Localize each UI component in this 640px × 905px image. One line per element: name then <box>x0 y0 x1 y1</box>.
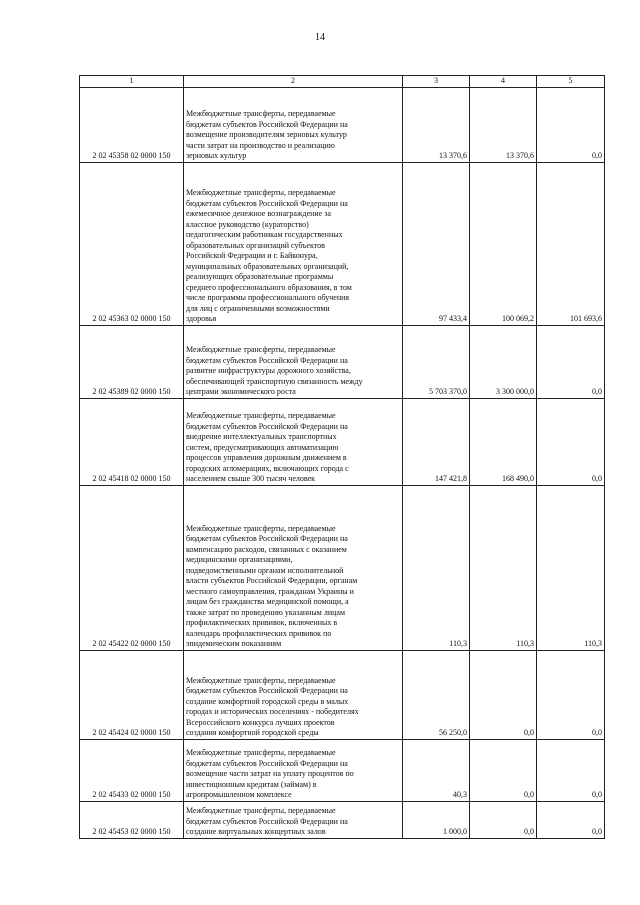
description-line: среднего профессионального образования, в том <box>186 282 352 292</box>
description-line: бюджетам субъектов Российской Федерации на <box>186 816 348 826</box>
table-row <box>80 739 605 801</box>
description-line: бюджетам субъектов Российской Федерации на <box>186 198 348 208</box>
amount-col-3: 5 703 370,0 <box>403 325 470 398</box>
budget-code: 2 02 45363 02 0000 150 <box>80 162 184 325</box>
description-line: профилактических прививок, включенных в <box>186 618 338 627</box>
description-line: бюджетам субъектов Российской Федерации на <box>186 534 348 543</box>
amount-col-3: 1 000,0 <box>403 801 470 838</box>
description-line: центрами экономического роста <box>186 387 296 396</box>
description-line: ежемесячное денежное вознаграждение за <box>186 209 331 218</box>
description-line: Российской Федерации и г. Байконура, <box>186 251 318 260</box>
amount-col-4: 100 069,2 <box>470 162 537 325</box>
description-cell <box>184 398 403 485</box>
description-line: медицинскими организациями, <box>186 555 293 564</box>
description-line: Межбюджетные трансферты, передаваемые <box>186 748 336 757</box>
amount-col-5: 101 693,6 <box>537 162 605 325</box>
budget-code: 2 02 45418 02 0000 150 <box>80 398 184 485</box>
table-body <box>80 87 605 838</box>
description-line: бюджетам субъектов Российской Федерации на <box>186 686 348 695</box>
amount-col-3: 110,3 <box>403 485 470 650</box>
description-cell <box>184 325 403 398</box>
description-line: Межбюджетные трансферты, передаваемые <box>186 109 336 118</box>
description-line: части затрат на производство и реализацию <box>186 140 335 150</box>
description-line: Межбюджетные трансферты, передаваемые <box>186 411 336 420</box>
table-row <box>80 801 605 838</box>
amount-col-3: 40,3 <box>403 739 470 801</box>
description-line: бюджетам субъектов Российской Федерации на <box>186 421 348 431</box>
description-line: Межбюджетные трансферты, передаваемые <box>186 345 336 354</box>
amount-col-4: 168 490,0 <box>470 398 537 485</box>
amount-col-3: 56 250,0 <box>403 650 470 739</box>
description-cell <box>184 650 403 739</box>
table-row <box>80 398 605 485</box>
budget-code: 2 02 45424 02 0000 150 <box>80 650 184 739</box>
amount-col-4: 0,0 <box>470 801 537 838</box>
description-line: эпидемическим показаниям <box>186 639 282 648</box>
description-line: населением свыше 300 тысяч человек <box>186 474 316 483</box>
budget-code: 2 02 45389 02 0000 150 <box>80 325 184 398</box>
description-cell <box>184 485 403 650</box>
description-line: Межбюджетные трансферты, передаваемые <box>186 523 336 533</box>
description-cell <box>184 739 403 801</box>
description-line: классное руководство (кураторство) <box>186 219 309 229</box>
amount-col-3: 147 421,8 <box>403 398 470 485</box>
description-line: лицам без гражданства медицинской помощи, а <box>186 597 349 606</box>
amount-col-5: 0,0 <box>537 739 605 801</box>
description-line: Всероссийского конкурса лучших проектов <box>186 717 335 727</box>
description-line: педагогическим работникам государственных <box>186 230 343 239</box>
budget-code: 2 02 45453 02 0000 150 <box>80 801 184 838</box>
description-line: Межбюджетные трансферты, передаваемые <box>186 806 336 815</box>
amount-col-3: 13 370,6 <box>403 87 470 162</box>
column-header-4: 4 <box>470 76 537 88</box>
table-row <box>80 650 605 739</box>
description-line: развитие инфраструктуры дорожного хозяйства, <box>186 366 351 375</box>
description-line: агропромышленном комплексе <box>186 790 292 799</box>
description-line: внедрение интеллектуальных транспортных <box>186 432 337 441</box>
description-line: образовательных организаций субъектов <box>186 240 325 250</box>
description-line: для лиц с ограниченными возможностями <box>186 303 330 313</box>
description-line: бюджетам субъектов Российской Федерации на <box>186 119 348 129</box>
description-line: создания комфортной городской среды <box>186 728 319 737</box>
amount-col-3: 97 433,4 <box>403 162 470 325</box>
column-header-1: 1 <box>80 76 184 88</box>
description-line: местного самоуправления, гражданам Украины и <box>186 586 354 596</box>
amount-col-4: 13 370,6 <box>470 87 537 162</box>
description-line: компенсацию расходов, связанных с оказанием <box>186 544 347 554</box>
column-header-3: 3 <box>403 76 470 88</box>
description-line: возмещение производителям зерновых культур <box>186 130 347 139</box>
column-header-5: 5 <box>537 76 605 88</box>
table-row <box>80 325 605 398</box>
description-line: Межбюджетные трансферты, передаваемые <box>186 675 336 685</box>
amount-col-5: 0,0 <box>537 650 605 739</box>
description-line: власти субъектов Российской Федерации, органам <box>186 576 358 585</box>
description-cell <box>184 801 403 838</box>
amount-col-5: 0,0 <box>537 801 605 838</box>
amount-col-4: 0,0 <box>470 739 537 801</box>
description-line: бюджетам субъектов Российской Федерации на <box>186 758 348 768</box>
amount-col-4: 0,0 <box>470 650 537 739</box>
description-line: создание комфортной городской среды в малых <box>186 696 349 706</box>
description-line: бюджетам субъектов Российской Федерации на <box>186 355 348 365</box>
description-line: также затрат по проведению указанным лицам <box>186 607 346 617</box>
description-line: систем, предусматривающих автоматизацию <box>186 442 339 452</box>
budget-table <box>79 75 605 839</box>
budget-code: 2 02 45433 02 0000 150 <box>80 739 184 801</box>
table-header-row <box>80 76 605 88</box>
description-cell <box>184 87 403 162</box>
description-line: муниципальных образовательных организаций, <box>186 261 349 271</box>
amount-col-4: 3 300 000,0 <box>470 325 537 398</box>
description-line: календарь профилактических прививок по <box>186 628 332 638</box>
budget-code: 2 02 45358 02 0000 150 <box>80 87 184 162</box>
description-line: инвестиционным кредитам (займам) в <box>186 779 317 789</box>
page-number: 14 <box>315 32 325 43</box>
description-line: городах и исторических поселениях - победителях <box>186 707 359 716</box>
description-line: создание виртуальных концертных залов <box>186 827 326 836</box>
amount-col-5: 0,0 <box>537 87 605 162</box>
amount-col-5: 0,0 <box>537 398 605 485</box>
description-line: Межбюджетные трансферты, передаваемые <box>186 188 336 197</box>
table-row <box>80 162 605 325</box>
description-line: зерновых культур <box>186 151 247 160</box>
description-line: процессов управления дорожным движением в <box>186 453 347 462</box>
description-cell <box>184 162 403 325</box>
description-line: подведомственными органам исполнительной <box>186 565 344 575</box>
amount-col-5: 110,3 <box>537 485 605 650</box>
column-header-2: 2 <box>184 76 403 88</box>
description-line: реализующих образовательные программы <box>186 272 334 281</box>
description-line: городских агломерациях, включающих города с <box>186 463 349 473</box>
description-line: числе программы профессионального обучения <box>186 293 350 302</box>
table-row <box>80 87 605 162</box>
description-line: здоровья <box>186 314 217 323</box>
description-line: возмещение части затрат на уплату процентов по <box>186 769 354 778</box>
amount-col-5: 0,0 <box>537 325 605 398</box>
table-row <box>80 485 605 650</box>
budget-code: 2 02 45422 02 0000 150 <box>80 485 184 650</box>
description-line: обеспечивающей транспортную связанность между <box>186 376 363 386</box>
amount-col-4: 110,3 <box>470 485 537 650</box>
